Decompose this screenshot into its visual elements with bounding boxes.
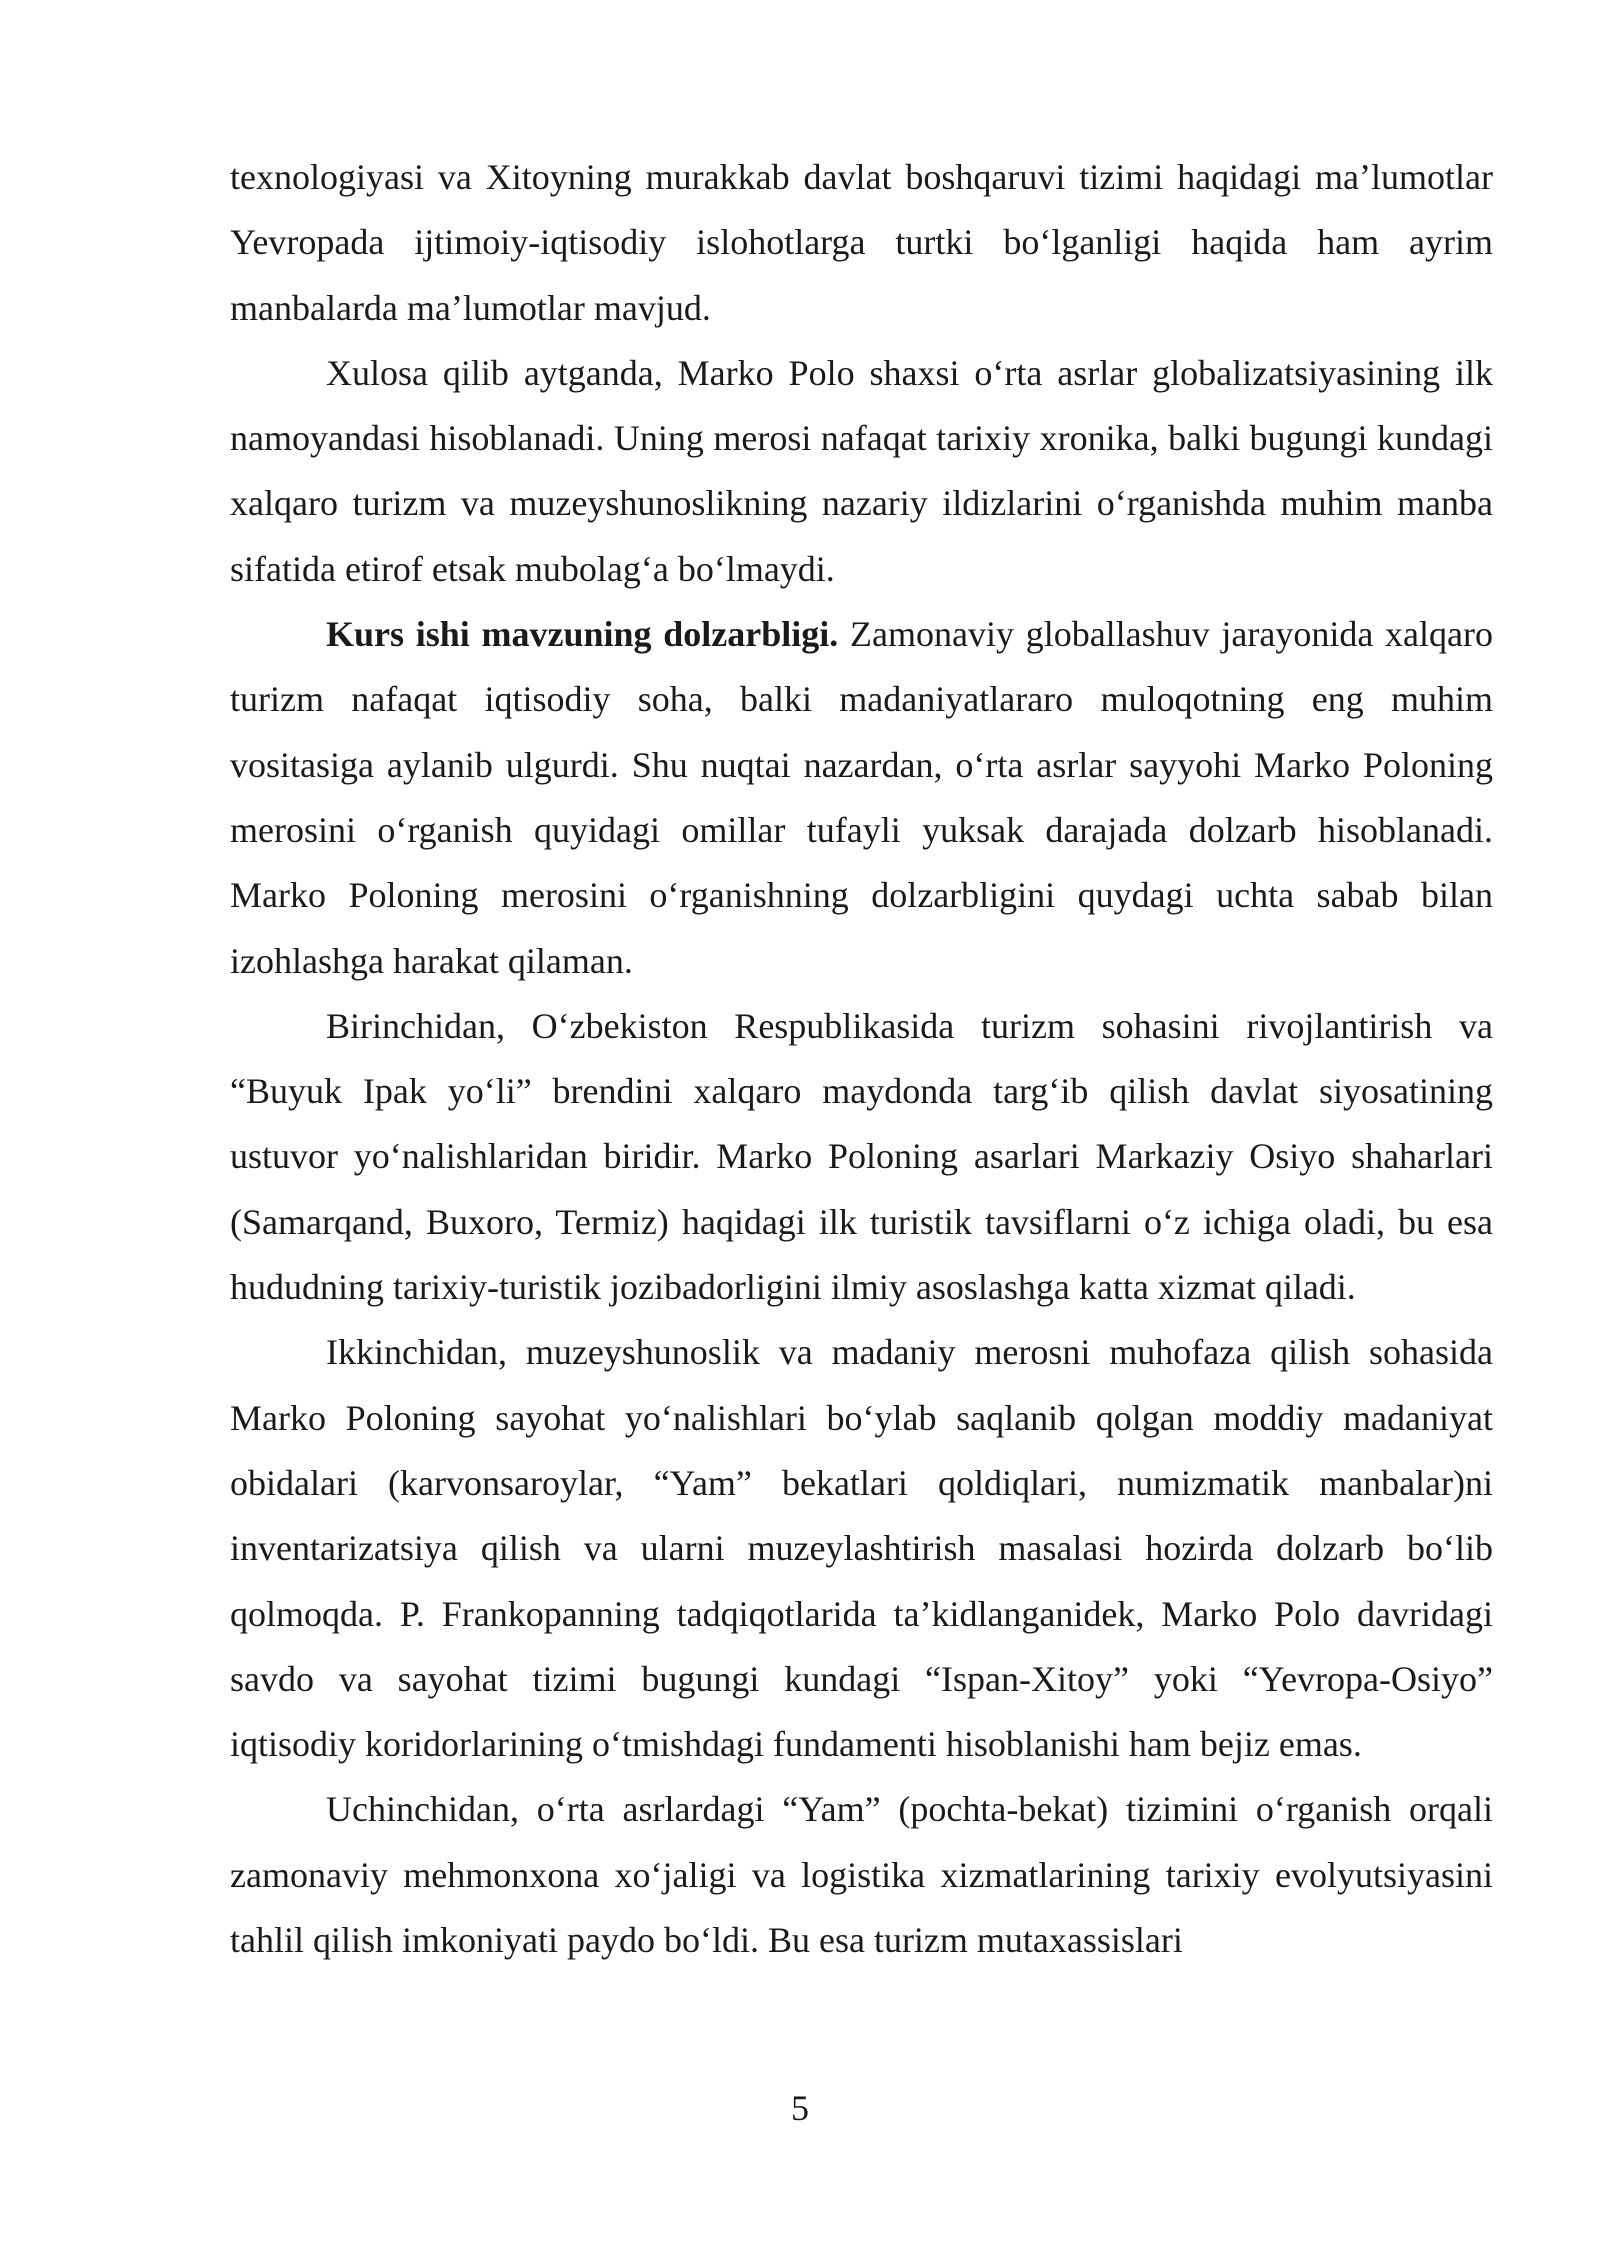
paragraph-1-text: texnologiyasi va Xitoyning murakkab davlat boshqaruvi tizimi haqidagi maʼlumotlar Yevropada ijtimoiy-iqtisodiy islohotlarga turtki boʻlganligi haqida ham ayrim manbalarda maʼlumotlar mavjud. — [230, 157, 1493, 328]
paragraph-5 — [230, 1320, 1493, 1777]
section-heading-relevance: Kurs ishi mavzuning dolzarbligi. — [326, 614, 839, 655]
paragraph-2-text: Xulosa qilib aytganda, Marko Polo shaxsi oʻrta asrlar globalizatsiyasining ilk namoyandasi hisoblanadi. Uning merosi nafaqat tarixiy xronika, balki bugungi kundagi xalqaro turizm va muzeyshunoslikning nazariy ildizlarini oʻrganishda muhim manba sifatida etirof etsak mubolagʻa boʻlmaydi. — [230, 352, 1493, 589]
paragraph-4-text: Birinchidan, Oʻzbekiston Respublikasida turizm sohasini rivojlantirish va “Buyuk Ipak yoʻli” brendini xalqaro maydonda targʻib qilish davlat siyosatining ustuvor yoʻnalishlaridan biridir. Marko Poloning asarlari Markaziy Osiyo shaharlari (Samarqand, Buxoro, Termiz) haqidagi ilk turistik tavsiflarni oʻz ichiga oladi, bu esa hududning tarixiy-turistik jozibadorligini ilmiy asoslashga katta xizmat qiladi. — [230, 1005, 1493, 1308]
page-number: 5 — [791, 2088, 809, 2128]
paragraph-1 — [230, 145, 1493, 341]
paragraph-2 — [230, 341, 1493, 602]
paragraph-6-text: Uchinchidan, oʻrta asrlardagi “Yam” (pochta-bekat) tizimini oʻrganish orqali zamonaviy mehmonxona xoʻjaligi va logistika xizmatlarining tarixiy evolyutsiyasini tahlil qilish imkoniyati paydo boʻldi. Bu esa turizm mutaxassislari — [230, 1789, 1493, 1961]
paragraph-4 — [230, 994, 1493, 1320]
paragraph-6 — [230, 1777, 1493, 1973]
paragraph-3-text: Zamonaviy globallashuv jarayonida xalqaro turizm nafaqat iqtisodiy soha, balki madaniyatlararo muloqotning eng muhim vositasiga aylanib ulgurdi. Shu nuqtai nazardan, oʻrta asrlar sayyohi Marko Poloning merosini oʻrganish quyidagi omillar tufayli yuksak darajada dolzarb hisoblanadi. Marko Poloning merosini oʻrganishning dolzarbligini quydagi uchta sabab bilan izohlashga harakat qilaman. — [230, 614, 1493, 981]
paragraph-5-text: Ikkinchidan, muzeyshunoslik va madaniy merosni muhofaza qilish sohasida Marko Poloning sayohat yoʻnalishlari boʻylab saqlanib qolgan moddiy madaniyat obidalari (karvonsaroylar, “Yam” bekatlari qoldiqlari, numizmatik manbalar)ni inventarizatsiya qilish va ularni muzeylashtirish masalasi hozirda dolzarb boʻlib qolmoqda. P. Frankopanning tadqiqotlarida taʼkidlanganidek, Marko Polo davridagi savdo va sayohat tizimi bugungi kundagi “Ispan-Xitoy” yoki “Yevropa-Osiyo” iqtisodiy koridorlarining oʻtmishdagi fundamenti hisoblanishi ham bejiz emas. — [230, 1332, 1493, 1765]
body-text — [230, 145, 1493, 1973]
paragraph-3 — [230, 602, 1493, 994]
